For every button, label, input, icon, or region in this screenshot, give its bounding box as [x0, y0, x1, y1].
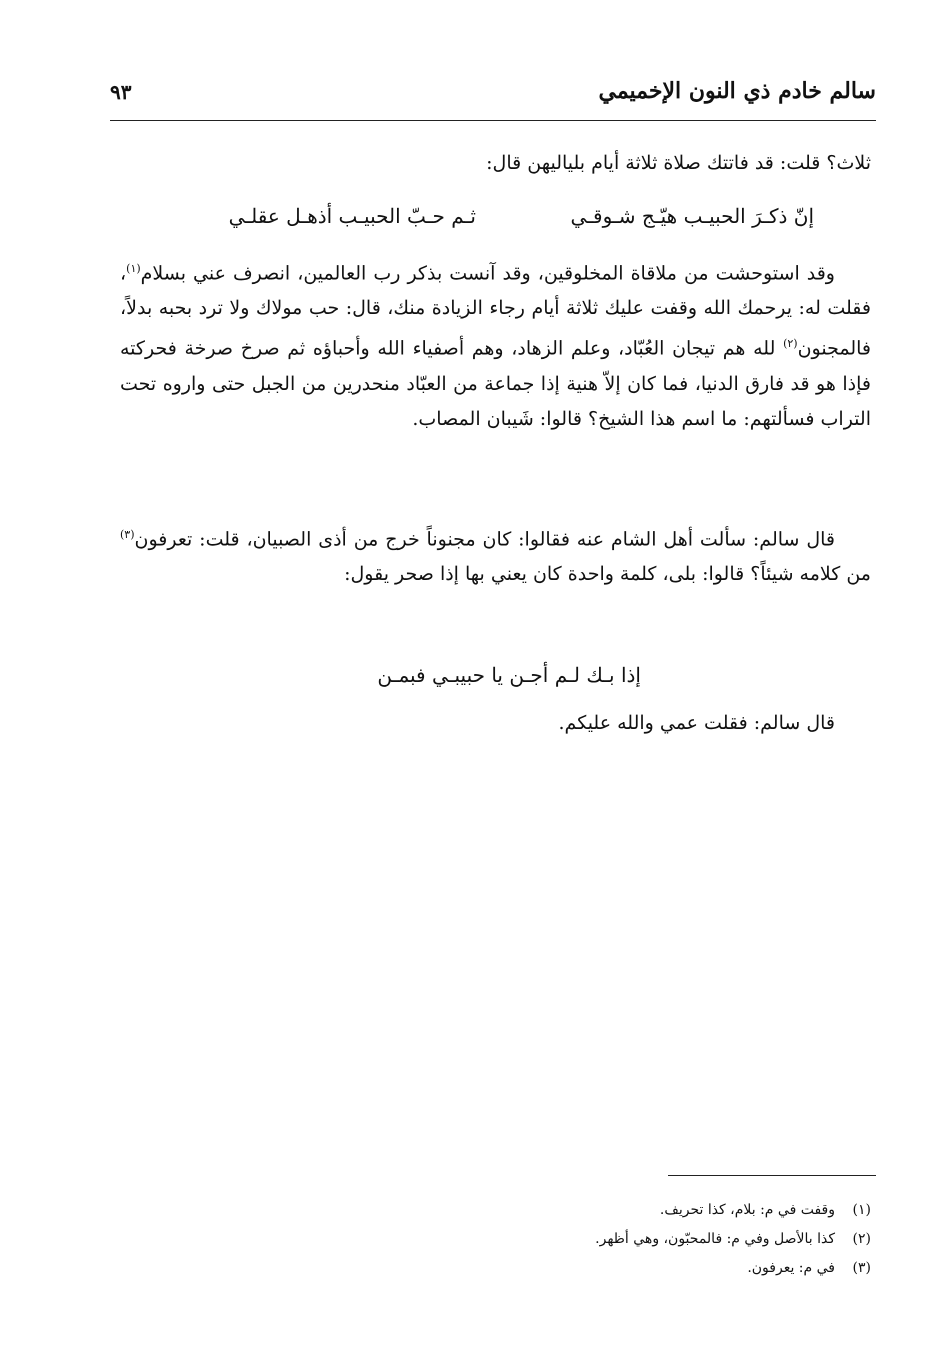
verse-2: إذا بـك لـم أجـن يا حبيبـي فبمـن — [377, 663, 641, 687]
footnote-text: وقفت في م: بلام، كذا تحريف. — [659, 1202, 835, 1218]
footnote-number: (٣) — [852, 1260, 871, 1276]
footnote-3 — [300, 1254, 871, 1283]
page-number: ٩٣ — [110, 80, 132, 104]
text-span: وقد استوحشت من ملاقاة المخلوقين، وقد آنست بذكر رب العالمين، انصرف عني بسلام — [140, 262, 835, 285]
footnote-2 — [300, 1225, 871, 1254]
footnotes — [300, 1196, 871, 1283]
text-span: من كلامه شيئاً؟ قالوا: بلى، كلمة واحدة كان يعني بها إذا صحر يقول: — [344, 563, 871, 586]
paragraph-2 — [120, 251, 871, 437]
verse-1-first-hemistich: إنّ ذكـرَ الحبيـب هيّـج شـوقـي — [570, 204, 814, 228]
verse-1-second-hemistich: ثـم حـبّ الحبيـب أذهـل عقلـي — [228, 204, 476, 228]
footnote-number: (١) — [852, 1202, 871, 1218]
page-header — [110, 78, 876, 118]
text-line: قال سالم: فقلت عمي والله عليكم. — [558, 712, 835, 734]
footnote-rule — [668, 1175, 876, 1176]
paragraph-closing — [120, 706, 871, 741]
header-rule — [110, 120, 876, 121]
footnote-ref-1: (١) — [126, 262, 141, 275]
footnote-ref-2: (٢) — [783, 337, 798, 351]
footnote-1 — [300, 1196, 871, 1225]
footnote-number: (٢) — [852, 1231, 871, 1247]
paragraph-text — [120, 251, 871, 437]
paragraph-text — [120, 517, 871, 592]
paragraph-opening — [120, 146, 871, 181]
footnote-text: في م: يعرفون. — [747, 1260, 835, 1276]
footnote-text: كذا بالأصل وفي م: فالمحبّون، وهي أظهر. — [595, 1231, 835, 1247]
running-title: سالم خادم ذي النون الإخميمي — [598, 78, 876, 104]
paragraph-3 — [120, 517, 871, 592]
text-span: قال سالم: سألت أهل الشام عنه فقالوا: كان مجنوناً خرج من أذى الصبيان، قلت: تعرفون — [134, 528, 835, 551]
text-span: ، فقلت له: يرحمك الله وقفت عليك ثلاثة أيام رجاء الزيادة منك، قال: حب مولاك ولا ترد بحبه بدلاً، فالمجنون — [120, 262, 871, 360]
footnote-ref-3: (٣) — [120, 528, 135, 541]
text-line: ثلاث؟ قلت: قد فاتتك صلاة ثلاثة أيام بلياليهن قال: — [486, 152, 871, 174]
text-span: لله هم تيجان العُبّاد، وعلم الزهاد، وهم أصفياء الله وأحباؤه ثم صرخ صرخة فحركته فإذا هو قد فارق الدنيا، فما كان إلاّ هنية إذا جماعة من العبّاد منحدرين من الجبل حتى واروه تحت التراب فسألتهم: ما اسم هذا الشيخ؟ قالوا: شَيبان المصاب. — [120, 337, 871, 430]
